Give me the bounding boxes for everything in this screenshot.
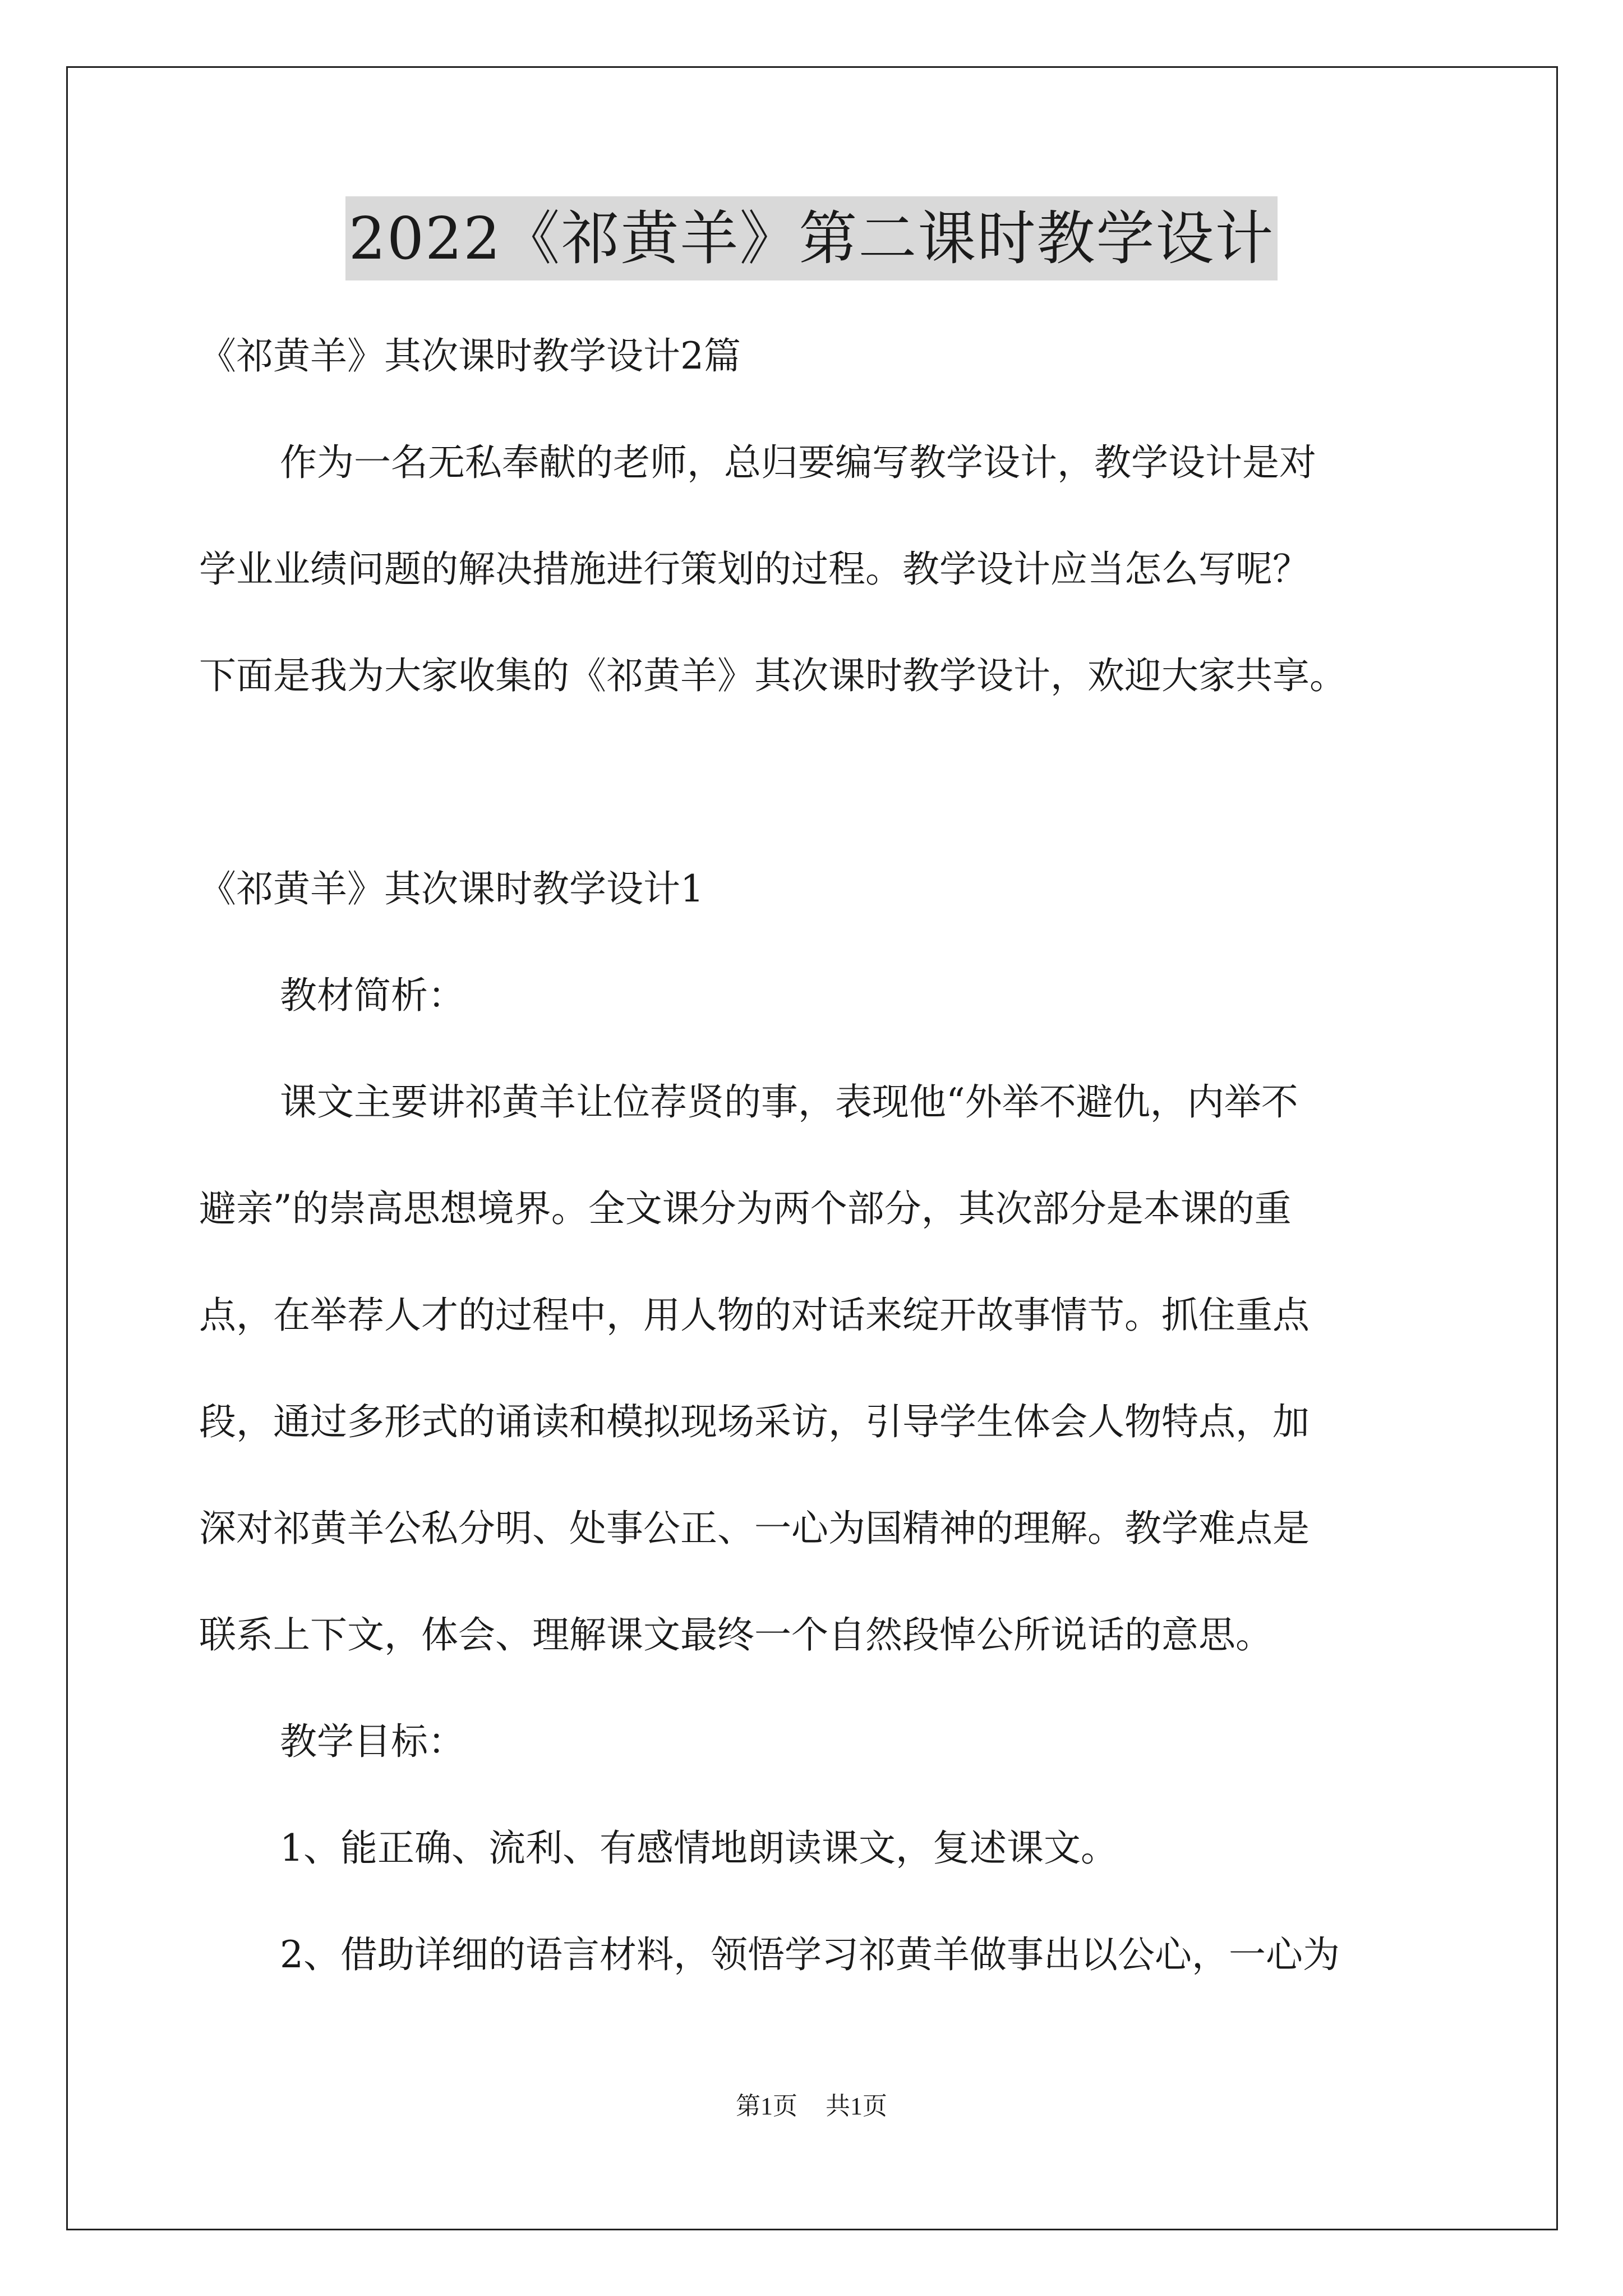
intro-line: 下面是我为大家收集的《祁黄羊》其次课时教学设计，欢迎大家共享。 xyxy=(199,654,1347,697)
title-container xyxy=(0,196,1623,280)
material-line: 联系上下文，体会、理解课文最终一个自然段悼公所说话的意思。 xyxy=(199,1613,1272,1657)
goal-item-1: 1、能正确、流利、有感情地朗读课文，复述课文。 xyxy=(280,1826,1118,1870)
section-material-heading: 教材简析： xyxy=(280,974,465,1017)
intro-line: 学业业绩问题的解决措施进行策划的过程。教学设计应当怎么写呢？ xyxy=(199,547,1310,591)
material-line: 避亲”的崇高思想境界。全文课分为两个部分，其次部分是本课的重 xyxy=(199,1187,1292,1230)
goal-item-2: 2、借助详细的语言材料，领悟学习祁黄羊做事出以公心，一心为 xyxy=(280,1933,1340,1976)
material-line: 深对祁黄羊公私分明、处事公正、一心为国精神的理解。教学难点是 xyxy=(199,1507,1310,1550)
spacer xyxy=(199,729,1438,836)
heading-design-1: 《祁黄羊》其次课时教学设计1 xyxy=(199,867,704,910)
document-body xyxy=(199,303,1438,2008)
section-goals-heading: 教学目标： xyxy=(280,1720,465,1763)
page-number-current: 第1页 xyxy=(736,2092,797,2120)
heading-collection: 《祁黄羊》其次课时教学设计2篇 xyxy=(199,334,741,378)
page-number-total: 共1页 xyxy=(826,2092,887,2120)
document-title: 2022《祁黄羊》第二课时教学设计 xyxy=(345,196,1278,280)
intro-line: 作为一名无私奉献的老师，总归要编写教学设计，教学设计是对 xyxy=(280,441,1316,484)
material-line: 课文主要讲祁黄羊让位荐贤的事，表现他“外举不避仇，内举不 xyxy=(280,1080,1298,1124)
page-footer xyxy=(0,2090,1623,2123)
material-line: 点，在举荐人才的过程中，用人物的对话来绽开故事情节。抓住重点 xyxy=(199,1294,1310,1337)
material-line: 段，通过多形式的诵读和模拟现场采访，引导学生体会人物特点，加 xyxy=(199,1400,1310,1443)
